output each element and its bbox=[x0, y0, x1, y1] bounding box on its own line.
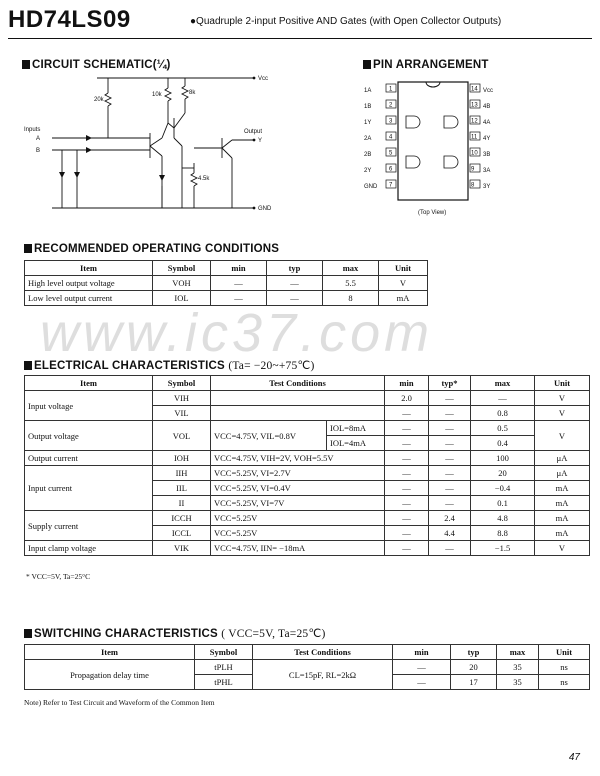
table-row: tPHL — 17 35 ns bbox=[25, 675, 590, 690]
pin-name-right: 3A bbox=[483, 168, 491, 174]
switching-table: Item Symbol Test Conditions min typ max Unit Propagation delay time tPLH CL=15pF, RL=2kΩ — 20 35 ns tPHL — 17 35 ns bbox=[24, 644, 590, 690]
pin-arrangement-heading: PIN ARRANGEMENT bbox=[363, 59, 489, 71]
pin-name-left: 2Y bbox=[364, 168, 372, 174]
pin-number-right: 11 bbox=[471, 134, 478, 141]
pin-name-right: 3Y bbox=[483, 184, 491, 190]
electrical-table: Item Symbol Test Conditions min typ* max Unit Input voltage VIH 2.0 — — V VIL — — 0.8 V Output voltage VOL VCC=4.75V, VIL=0.8V IOL=8mA — — 0.5 V IOL=4mA — — 0.4 Output current IOH VCC=4.75V, VIH=2V, VOH=5.5V — — 100 μA Input current IIH VCC=5.25V, VI=2.7V — — 20 μA IIL VCC=5.25V, VI=0.4V — — −0.4 mA II VCC=5.25V, VI=7V — — 0.1 mA Supply current ICCH VCC=5.25V — 2.4 4.8 mA ICCL VCC=5.25V — 4.4 8.8 mA Input clamp voltage VIK VCC=4.75V, IIN= −18mA — — −1.5 V bbox=[24, 375, 590, 556]
pin-number-right: 14 bbox=[471, 86, 478, 93]
pin-number-left: 2 bbox=[389, 102, 393, 109]
table-row: II VCC=5.25V, VI=7V — — 0.1 mA bbox=[25, 496, 590, 511]
page-number: 47 bbox=[568, 752, 580, 763]
rec-col-unit: Unit bbox=[379, 261, 428, 276]
table-row: Propagation delay time tPLH CL=15pF, RL=2kΩ — 20 35 ns bbox=[25, 660, 590, 675]
pin-number-left: 3 bbox=[389, 118, 393, 125]
output-label: Output bbox=[244, 129, 263, 135]
table-row: Output voltage VOL VCC=4.75V, VIL=0.8V IOL=8mA — — 0.5 V bbox=[25, 421, 590, 436]
pin-name-left: 2B bbox=[364, 152, 372, 158]
recommended-heading: RECOMMENDED OPERATING CONDITIONS bbox=[24, 243, 279, 255]
table-row: High level output voltage VOH — — 5.5 V bbox=[25, 276, 428, 291]
rec-col-symbol: Symbol bbox=[153, 261, 211, 276]
circuit-schematic bbox=[22, 68, 272, 220]
pin-name-right: 3B bbox=[483, 152, 491, 158]
pin-name-left: 1A bbox=[364, 88, 372, 94]
rec-col-item: Item bbox=[25, 261, 153, 276]
pin-number-left: 6 bbox=[389, 166, 393, 173]
table-row: ICCL VCC=5.25V — 4.4 8.8 mA bbox=[25, 526, 590, 541]
pin-name-right: 4B bbox=[483, 104, 491, 110]
table-row: Input clamp voltage VIK VCC=4.75V, IIN= −18mA — — −1.5 V bbox=[25, 541, 590, 556]
pin-name-left: GND bbox=[364, 184, 378, 190]
pin-number-right: 8 bbox=[471, 182, 475, 189]
part-description: ●Quadruple 2-input Positive AND Gates (with Open Collector Outputs) bbox=[190, 16, 502, 27]
rec-col-typ: typ bbox=[267, 261, 323, 276]
pin-number-left: 4 bbox=[389, 134, 393, 141]
switching-note: Note) Refer to Test Circuit and Waveform of the Common Item bbox=[24, 698, 215, 707]
pin-name-right: 4A bbox=[483, 120, 491, 126]
electrical-heading: ELECTRICAL CHARACTERISTICS (Ta= −20~+75℃) bbox=[24, 358, 315, 372]
table-row: Input current IIH VCC=5.25V, VI=2.7V — — 20 μA bbox=[25, 466, 590, 481]
resistor-20k-label: 20k bbox=[94, 97, 104, 103]
table-row: Output current IOH VCC=4.75V, VIH=2V, VOH=5.5V — — 100 μA bbox=[25, 451, 590, 466]
recommended-table bbox=[24, 260, 428, 306]
resistor-8k-label: 8k bbox=[189, 90, 196, 96]
inputs-label: Inputs bbox=[24, 127, 41, 133]
table-row: Low level output current IOL — — 8 mA bbox=[25, 291, 428, 306]
pin-number-right: 12 bbox=[471, 118, 478, 125]
gnd-label: GND bbox=[258, 206, 272, 212]
vcc-label: Vcc bbox=[258, 76, 269, 82]
table-row: Supply current ICCH VCC=5.25V — 2.4 4.8 mA bbox=[25, 511, 590, 526]
top-view-caption: (Top View) bbox=[418, 210, 447, 216]
table-row: VIL — — 0.8 V bbox=[25, 406, 590, 421]
resistor-10k-label: 10k bbox=[152, 92, 162, 98]
resistor-4.5k-label: 4.5k bbox=[198, 176, 210, 182]
schematic-heading: CIRCUIT SCHEMATIC(¼) bbox=[22, 59, 171, 71]
watermark: www.ic37.com bbox=[40, 303, 434, 363]
table-row: IIL VCC=5.25V, VI=0.4V — — −0.4 mA bbox=[25, 481, 590, 496]
pin-number-left: 1 bbox=[389, 86, 393, 93]
rec-col-max: max bbox=[323, 261, 379, 276]
pin-number-right: 9 bbox=[471, 166, 475, 173]
pin-number-right: 13 bbox=[471, 102, 478, 109]
pin-name-left: 1B bbox=[364, 104, 372, 110]
pin-name-right: Vcc bbox=[483, 88, 494, 94]
input-a-label: A bbox=[36, 136, 41, 142]
switching-heading: SWITCHING CHARACTERISTICS ( VCC=5V, Ta=25℃) bbox=[24, 626, 326, 640]
table-row: IOL=4mA — — 0.4 bbox=[25, 436, 590, 451]
pin-name-right: 4Y bbox=[483, 136, 491, 142]
pin-number-left: 7 bbox=[389, 182, 393, 189]
pin-name-left: 2A bbox=[364, 136, 372, 142]
pin-number-right: 10 bbox=[471, 150, 478, 157]
table-row: Input voltage VIH 2.0 — — V bbox=[25, 391, 590, 406]
input-b-label: B bbox=[36, 148, 41, 154]
output-y-label: Y bbox=[258, 138, 263, 144]
part-number: HD74LS09 bbox=[8, 6, 131, 33]
pin-number-left: 5 bbox=[389, 150, 393, 157]
rec-col-min: min bbox=[211, 261, 267, 276]
pin-diagram bbox=[362, 80, 502, 220]
pin-name-left: 1Y bbox=[364, 120, 372, 126]
header-rule bbox=[8, 38, 592, 39]
electrical-footnote: * VCC=5V, Ta=25°C bbox=[26, 572, 91, 581]
